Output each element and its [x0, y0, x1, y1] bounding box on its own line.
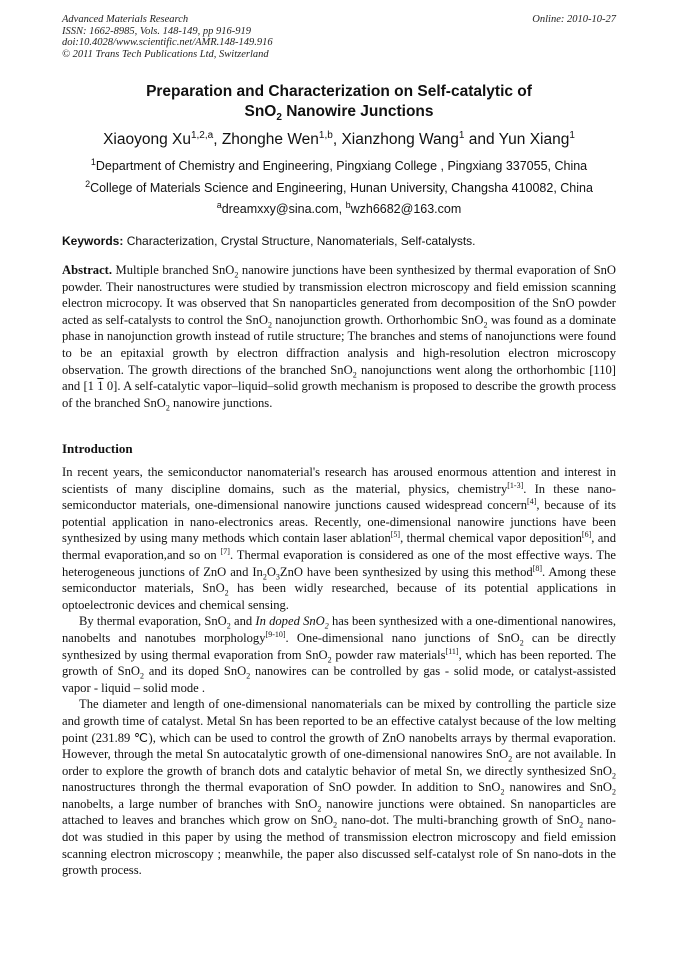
author-emails: $^a$dreamxxy@sina.com, $^b$wzh6682@163.com: [216, 199, 462, 216]
author-3: , Xianzhong Wang: [332, 131, 459, 148]
issn-line: ISSN: 1662-8985, Vols. 148-149, pp 916-919: [62, 25, 251, 37]
section-heading-introduction: Introduction: [62, 441, 133, 456]
paper-title: [62, 82, 616, 122]
keywords-label: Keywords:: [62, 234, 124, 248]
author-2: , Zhonghe Wen: [213, 131, 319, 148]
author-1: Xiaoyong Xu: [103, 131, 191, 148]
author-4: and Yun Xiang: [464, 131, 570, 148]
journal-name: Advanced Materials Research: [62, 14, 189, 25]
abstract-label: Abstract.: [62, 263, 113, 277]
keywords: Keywords: Characterization, Crystal Structure, Nanomaterials, Self-catalysts.: [62, 234, 476, 248]
copyright-line: © 2011 Trans Tech Publications Ltd, Switzerland: [62, 48, 269, 60]
affiliation-2: $^2$College of Materials Science and Engineering, Hunan University, Changsha 410082, China: [85, 178, 593, 195]
introduction-text: [62, 464, 616, 879]
intro-paragraph-2: By thermal evaporation, SnO$_2$ and In doped SnO$_2$ has been synthesized with a one-dimentional nanowires, nanobelts and nanotubes morphology[9-10]. One-dimensional nano junctions of SnO$_2$ can be directly synthesized by using thermal evaporation from SnO$_2$ powder raw materials[11], which has been reported. The growth of SnO$_2$ and its doped SnO$_2$ nanowires can be controlled by gas - solid mode, or catalyst-assisted vapor - liquid – solid mode .: [62, 614, 616, 695]
intro-paragraph-3: The diameter and length of one-dimensional nanomaterials can be mixed by controlling the particle size and growth time of catalyst. Metal Sn has been reported to be an effective catalyst because of the low melting point (231.89 ℃), which can be used to control the growth of ZnO nanobelts arrays by thermal evaporation. However, through the metal Sn autocatalytic growth of one-dimensional nanowires SnO$_2$ are not available. In order to explore the growth of branch dots and catalytic behavior of metal Sn, we directly synthesized SnO$_2$ nanostructures throngh the thermal evaporation of SnO powder. In addition to SnO$_2$ nanowires and SnO$_2$ nanobelts, a large number of branches with SnO$_2$ nanowire junctions were obtained. Sn nanoparticles are attached to leaves and branches which grow on SnO$_2$ nano-dot. The multi-branching growth of SnO$_2$ nano-dot was studied in this paper by using the method of transmission electron microscopy and field emission scanning electron microscopy ; meanwhile, the paper also discussed self-catalyst role of Sn nano-dots in the growth process.: [62, 697, 616, 878]
title-line-2: SnO$_2$ Nanowire Junctions: [244, 103, 434, 124]
abstract: Abstract. Multiple branched SnO$_2$ nanowire junctions have been synthesized by thermal evaporation of SnO powder. Their nanostructures were studied by transmission electron microscopy and field emission scanning electron microcopy. It was observed that Sn nanoparticles generated from decomposition of the SnO powder acted as self-catalysts to control the SnO$_2$ nanojunction growth. Orthorhombic SnO$_2$ was found as a dominate phase in nanojunction growth instead of rutile structure; The branches and stems of nanojunctions were found to be an epitaxial growth by electron diffraction analysis and high-resolution electron microscopy observation. The growth directions of the branched SnO$_2$ nanojunctions went along the orthorhombic [110] and [1 1 0]. A self-catalytic vapor–liquid–solid growth mechanism is proposed to describe the growth process of the branched SnO$_2$ nanowire junctions.: [62, 263, 617, 413]
intro-paragraph-1: In recent years, the semiconductor nanomaterial's research has aroused enormous attention and interest in scientists of many discipline domains, such as the material, physics, chemistry[1-3]. In these nano-semiconductor materials, one-dimensional nanowire junctions caused widespread concern[4], because of its potential application in nano-electronics areas. Recently, one-dimensional nanowire junctions have been synthesized by using many methods which contain laser ablation[5], thermal chemical vapor deposition[6], and thermal evaporation,and so on [7]. Thermal evaporation is considered as one of the most effective ways. The heterogeneous junctions of ZnO and $In_2O_3ZnO$ have been synthesized by using this method[8]. Among these semiconductor materials, SnO$_2$ has been widly researched, because of its potential applications in optoelectronic devices and chemical sensing.: [62, 465, 616, 612]
title-line-1: Preparation and Characterization on Self-catalytic of: [146, 83, 532, 100]
author-list: Xiaoyong Xu$^{1,2,a}$, Zhonghe Wen$^{1,b}$, Xianzhong Wang$^1$ and Yun Xiang$^1$: [103, 129, 575, 148]
doi-line: doi:10.4028/www.scientific.net/AMR.148-149.916: [62, 37, 273, 48]
journal-header: [62, 14, 616, 60]
affiliation-1: $^1$Department of Chemistry and Engineering, Pingxiang College , Pingxiang 337055, China: [90, 156, 588, 173]
online-date: Online: 2010-10-27: [532, 14, 616, 25]
